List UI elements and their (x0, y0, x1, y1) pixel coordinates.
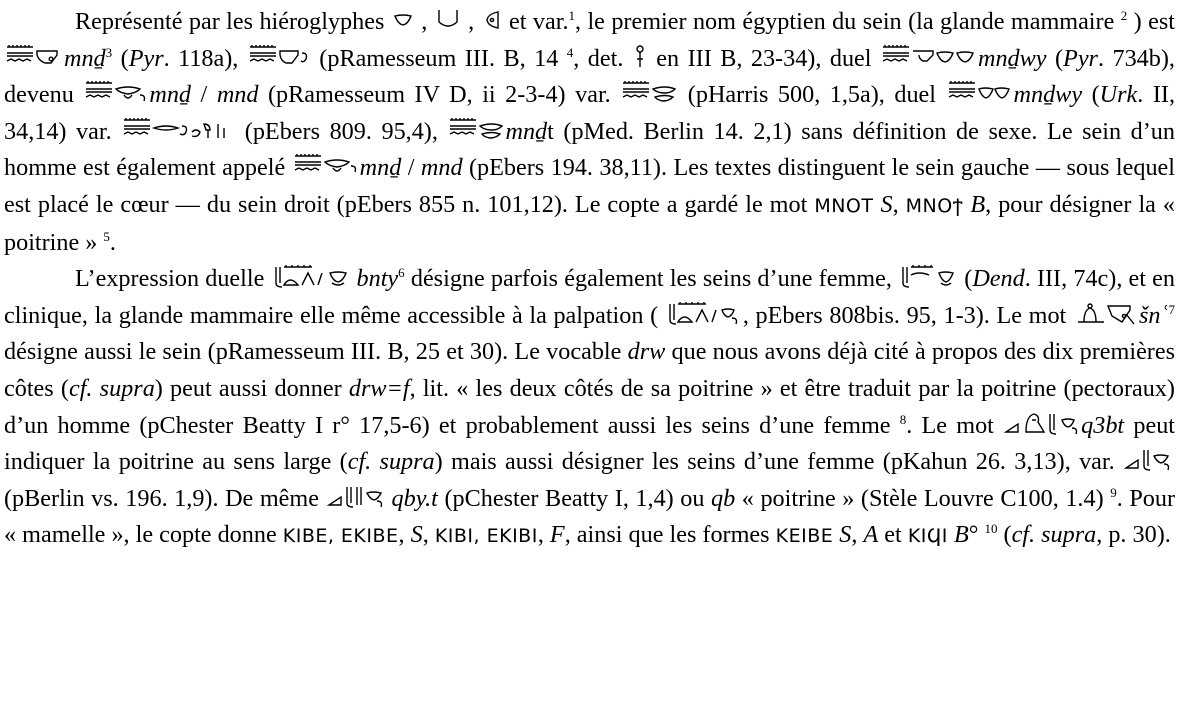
footnote-ref: 3 (105, 44, 113, 60)
text: ) peut aussi donner (154, 374, 349, 402)
transliteration: drw=f (348, 374, 410, 402)
coptic-word: ΚΕΙΒΕ (775, 525, 834, 548)
bnty-hieroglyph-icon (666, 300, 742, 326)
cross-reference: cf. supra (68, 374, 155, 402)
text: , lit. « les deux côtés de sa poitrine » et être traduit par la poitrine (pectoraux) d’un homme (pChester Beatty I r° 17,5-6) et probablement aussi les seins d’une femme (4, 374, 1175, 439)
coptic-word: ΚΙΒΙ, ΕΚΙΒΙ (434, 525, 538, 548)
q3bt-hieroglyph-icon (1004, 410, 1080, 436)
text: peut indiquer la poitrine au sens large ( (4, 411, 1176, 476)
footnote-ref: 1 (568, 8, 575, 23)
source-abbrev: Urk (1099, 81, 1138, 109)
text: ) est (1127, 8, 1175, 35)
text: désigne parfois également les seins d’une femme, (404, 265, 899, 293)
footnote-ref: 8 (899, 411, 907, 427)
transliteration: qby.t (391, 484, 438, 512)
text: ( (958, 265, 973, 293)
footnote-ref: 4 (566, 44, 574, 60)
text: en III B, 23-34), duel (647, 44, 880, 72)
text: (pEbers 194. 38,11). Les textes distinguent le sein gauche — sous lequel est placé le cœur — du sein droit (pEbers 855 n. 101,12). Le copte a gardé le mot (4, 154, 1175, 218)
text: désigne aussi le sein (pRamesseum III. B, 25 et 30). Le vocable (4, 338, 628, 366)
dialect-label: A (863, 521, 879, 549)
text: t (pMed. Berlin 14. 2,1) sans définition de sexe. Le sein d’un homme est également appelé (4, 117, 1175, 182)
text: , (414, 8, 434, 35)
text: ( (997, 521, 1012, 549)
text: « poitrine » (Stèle Louvre C100, 1.4) (735, 484, 1111, 512)
paragraph-2 (4, 261, 1175, 555)
transliteration: mnḏ (505, 117, 548, 145)
breast-profile-hieroglyph-icon (482, 6, 502, 32)
cross-reference: cf. supra (347, 448, 435, 476)
text: et var. (502, 8, 569, 35)
mnd-water-group-hieroglyph-icon (248, 43, 310, 69)
footnote-ref: 10 (984, 521, 998, 537)
transliteration: mnd (420, 154, 463, 182)
transliteration: mnḏ (149, 81, 192, 109)
text: (pRamesseum IV D, ii 2-3-4) var. (258, 81, 621, 109)
text: , p. 30). (1096, 521, 1171, 549)
text: . III, 74c), et en clinique, la glande mammaire elle même accessible à la palpation ( (4, 265, 1176, 329)
text: (pChester Beatty I, 1,4) ou (437, 484, 712, 512)
source-abbrev: Pyr (128, 44, 164, 72)
dialect-label: S (839, 521, 852, 549)
transliteration: mnḏ (359, 154, 402, 182)
transliteration: q3bt (1081, 411, 1125, 439)
text: ( (1046, 44, 1064, 72)
text: . 734b), devenu (4, 44, 1175, 109)
text: , (422, 521, 435, 549)
text: , pour désigner la « poitrine » (4, 190, 1176, 256)
text: / (401, 154, 421, 182)
document-page (4, 4, 1175, 555)
text: . Le mot (906, 411, 1004, 439)
text: ( (112, 44, 129, 72)
transliteration: bnty (356, 265, 399, 293)
mnd-water-group-hieroglyph-icon (293, 152, 359, 178)
text: . II, 34,14) var. (4, 81, 1176, 145)
footnote-ref: 6 (398, 265, 405, 281)
bnty-hieroglyph-icon (899, 263, 957, 289)
dialect-label: F (549, 521, 565, 549)
text: , (398, 521, 411, 549)
text: ° (968, 521, 985, 549)
source-abbrev: Pyr (1063, 44, 1098, 72)
text: , le premier nom égyptien du sein (la glande mammaire (575, 8, 1121, 35)
breast-hieroglyph-icon (392, 6, 414, 32)
transliteration: mnḏ (64, 44, 106, 72)
shna-hieroglyph-icon (1074, 300, 1138, 326)
coptic-word: ΚΙΒΕ, ΕΚΙΒΕ (282, 525, 399, 548)
text: , (537, 521, 550, 549)
text: , (892, 190, 906, 218)
text: Représenté par les hiéroglyphes (75, 8, 391, 35)
text: ( (1082, 81, 1100, 109)
determinative-hieroglyph-icon (633, 43, 647, 69)
text: , det. (573, 44, 632, 72)
text: L’expression duelle (75, 265, 271, 293)
source-abbrev: Dend (972, 265, 1025, 293)
cross-reference: cf. supra (1011, 521, 1097, 549)
coptic-word: ΜΝΟΤ (814, 194, 874, 217)
transliteration: qb (711, 484, 736, 512)
transliteration: mnḏwy (977, 44, 1047, 72)
mnd-water-group-hieroglyph-icon (621, 79, 677, 105)
text: / (191, 81, 217, 109)
footnote-ref: 7 (1168, 301, 1175, 317)
text: , (851, 521, 864, 549)
text: (pEbers 809. 95,4), (235, 117, 448, 145)
footnote-ref: 5 (103, 228, 110, 244)
mnd-water-group-hieroglyph-icon (448, 116, 504, 142)
text: (pBerlin vs. 196. 1,9). De même (4, 484, 326, 512)
paragraph-1 (4, 4, 1175, 261)
mnd-water-group-hieroglyph-icon (122, 116, 234, 142)
footnote-ref: 2 (1120, 8, 1128, 23)
text: , (461, 8, 481, 35)
text: ) mais aussi désigner les seins d’une femme (pKahun 26. 3,13), var. (434, 448, 1123, 476)
text: . Pour « mamelle », le copte donne (4, 484, 1176, 549)
coptic-word: ΜΝΟϯ (905, 194, 964, 217)
text: (pRamesseum III. B, 14 (310, 44, 567, 72)
dialect-label: S (880, 190, 893, 218)
text: (pHarris 500, 1,5a), duel (678, 81, 946, 109)
coptic-word: ΚΙϤΙ (907, 525, 948, 548)
text: . (109, 228, 116, 256)
mnd-water-group-hieroglyph-icon (84, 79, 148, 105)
mnd-water-group-hieroglyph-icon (881, 43, 977, 69)
text: . 118a), (163, 44, 247, 72)
text: , ainsi que les formes (564, 521, 776, 549)
transliteration: mnḏwy (1013, 81, 1083, 109)
dialect-label: S (410, 521, 423, 549)
dialect-label: B (953, 521, 969, 549)
text: et (878, 521, 908, 549)
qbyt-hieroglyph-icon (327, 483, 391, 509)
q3bt-hieroglyph-icon (1124, 446, 1174, 472)
mnd-water-group-hieroglyph-icon (5, 43, 63, 69)
transliteration: drw (627, 338, 666, 366)
dialect-label: B (970, 190, 986, 218)
bnty-hieroglyph-icon (272, 263, 356, 289)
text: que nous avons déjà cité à propos des dix premières côtes ( (4, 338, 1176, 402)
text: , pEbers 808bis. 95, 1-3). Le mot (742, 301, 1073, 329)
transliteration: mnd (216, 81, 259, 109)
transliteration: šnʿ (1138, 301, 1169, 329)
footnote-ref: 9 (1110, 484, 1117, 500)
pot-hieroglyph-icon (435, 6, 461, 32)
mnd-water-group-hieroglyph-icon (947, 79, 1013, 105)
